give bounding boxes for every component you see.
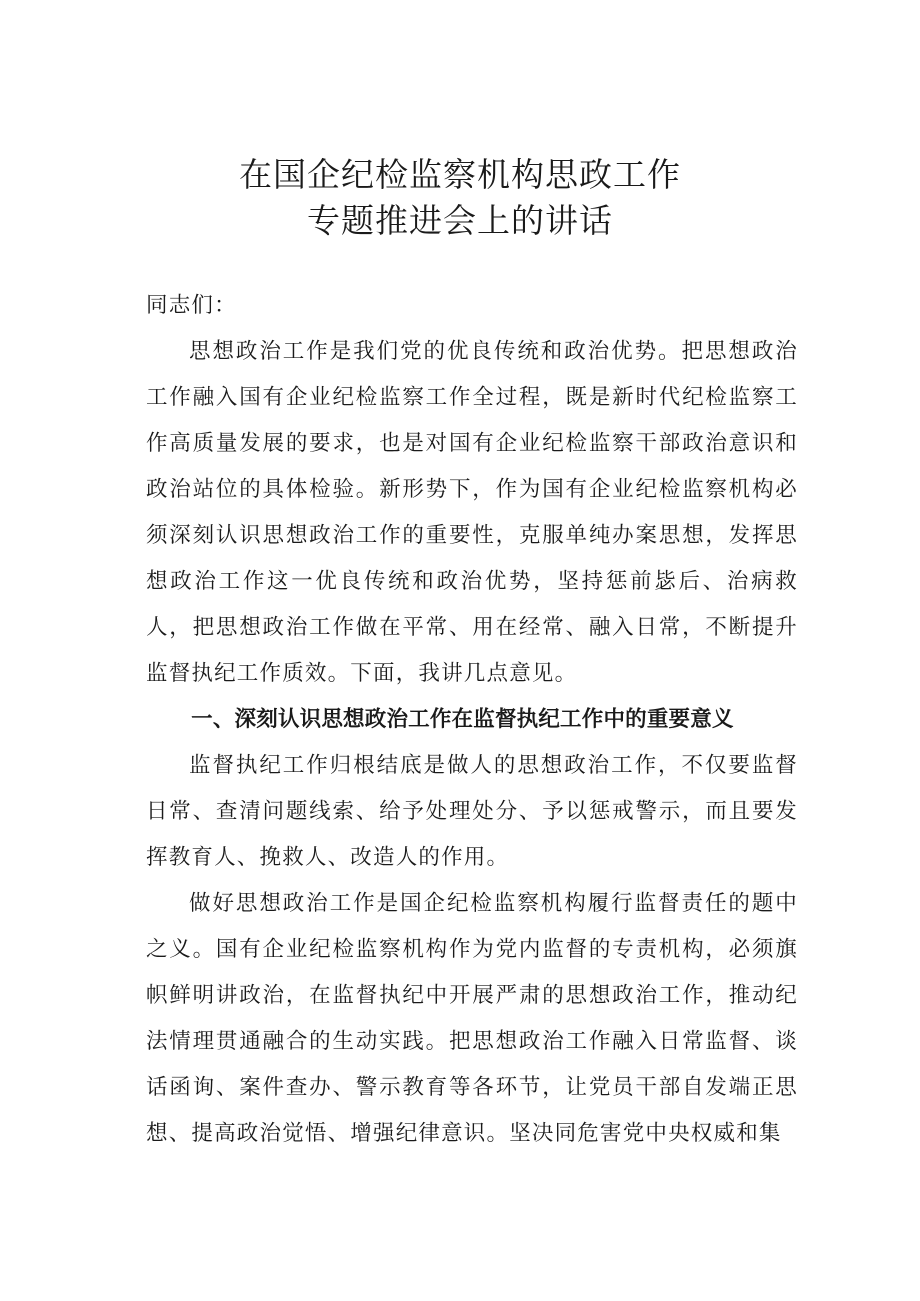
section-1-heading: 一、深刻认识思想政治工作在监督执纪工作中的重要意义: [191, 707, 734, 732]
salutation: 同志们：: [146, 293, 237, 318]
title-line-1: 在国企纪检监察机构思政工作: [239, 155, 681, 194]
section-1-paragraph-2: 做好思想政治工作是国企纪检监察机构履行监督责任的题中之义。国有企业纪检监察机构作为党内监督的专责机构，必须旗帜鲜明讲政治，在监督执纪中开展严肃的思想政治工作，推动纪法情理贯通融合的生动实践。把思想政治工作融入日常监督、谈话函询、案件查办、警示教育等各环节，让党员干部自发端正思想、提高政治觉悟、增强纪律意识。坚决同危害党中央权威和集: [146, 891, 798, 1146]
title-line-2: 专题推进会上的讲话: [307, 201, 613, 240]
section-1-paragraph-1: 监督执纪工作归根结底是做人的思想政治工作，不仅要监督日常、查清问题线索、给予处理处分、予以惩戒警示，而且要发挥教育人、挽救人、改造人的作用。: [146, 753, 798, 870]
document-body: [146, 283, 798, 1157]
intro-paragraph: 思想政治工作是我们党的优良传统和政治优势。把思想政治工作融入国有企业纪检监察工作全过程，既是新时代纪检监察工作高质量发展的要求，也是对国有企业纪检监察干部政治意识和政治站位的具体检验。新形势下，作为国有企业纪检监察机构必须深刻认识思想政治工作的重要性，克服单纯办案思想，发挥思想政治工作这一优良传统和政治优势，坚持惩前毖后、治病救人，把思想政治工作做在平常、用在经常、融入日常，不断提升监督执纪工作质效。下面，我讲几点意见。: [146, 339, 798, 686]
document-title: [0, 152, 920, 244]
